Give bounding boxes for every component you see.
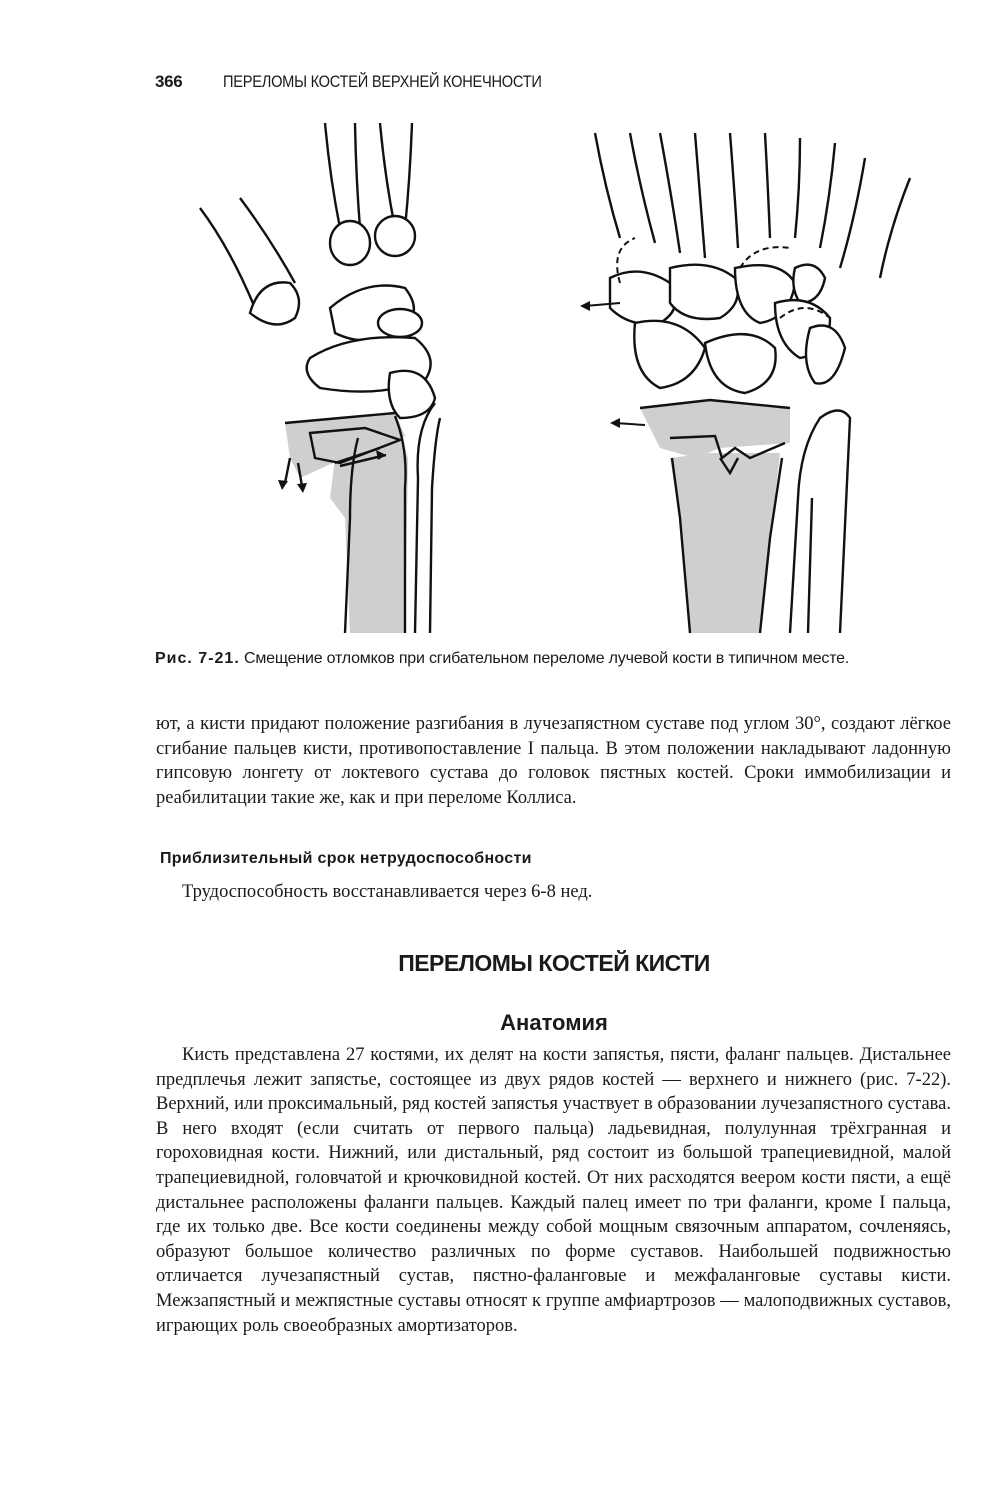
wrist-fracture-illustration <box>190 118 950 638</box>
section-title: ПЕРЕЛОМЫ КОСТЕЙ КИСТИ <box>398 950 710 976</box>
frontal-view-drawing <box>580 133 910 633</box>
page-number: 366 <box>155 72 183 91</box>
running-head-title: ПЕРЕЛОМЫ КОСТЕЙ ВЕРХНЕЙ КОНЕЧНОСТИ <box>222 72 542 91</box>
anatomy-paragraph: Кисть представлена 27 костями, их делят на кости запястья, пясти, фаланг пальцев. Дистальнее предплечья лежит запястье, состоящее из двух рядов костей — верхнего и нижнего (рис. 7-22). Верхний, или проксимальный, ряд костей запястья участвует в образовании лучезапястного сустава. В него входят (если считать от первого пальца) ладьевидная, полулунная трёхгранная и гороховидная кости. Нижний, или дистальный, ряд состоит из большой трапециевидной, малой трапециевидной, головчатой и крючковидной костей. От них расходятся веером кости пясти, а ещё дистальнее расположены фаланги пальцев. Каждый палец имеет по три фаланги, кроме I пальца, где их только две. Все кости соединены между собой мощным связочным аппаратом, сочленяясь, образуют большое количество различных по форме суставов. Наибольшей подвижностью отличается лучезапястный сустав, пястно-фаланговые и межфаланговые суставы кисти. Межзапястный и межпястные суставы относят к группе амфиартрозов — малоподвижных суставов, играющих роль своеобразных амортизаторов. <box>156 1045 951 1336</box>
running-head <box>155 72 593 92</box>
figure-caption-text: Смещение отломков при сгибательном переломе лучевой кости в типичном месте. <box>244 650 850 667</box>
subsection-title: Анатомия <box>500 1010 608 1035</box>
incapacity-subheading: Приблизительный срок нетрудоспособности <box>160 850 532 867</box>
lateral-view-drawing <box>200 123 440 633</box>
incapacity-paragraph: Трудоспособность восстанавливается через 6-8 нед. <box>182 882 593 902</box>
figure-caption <box>155 650 945 668</box>
paragraph-continuation: ют, а кисти придают положение разгибания в лучезапястном суставе под углом 30°, создают лёгкое сгибание пальцев кисти, противопоставление I пальца. В этом положении накладывают ладонную гипсовую лонгету от локтевого сустава до головок пястных костей. Сроки иммобилизации и реабилитации такие же, как и при переломе Коллиса. <box>156 714 951 808</box>
figure-label: Рис. 7-21. <box>155 650 240 667</box>
